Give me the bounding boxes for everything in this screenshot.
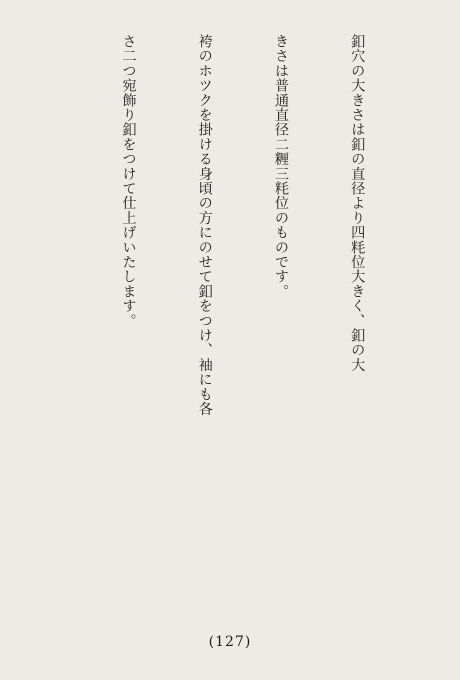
page-body [30,34,420,624]
text-column: 釦穴の大きさは釦の直径より四粍位大きく、釦の大 [349,34,366,373]
column-gap [39,34,64,624]
text-column: さ二つ宛飾り釦をつけて仕上げいたします。 [120,34,137,328]
text-column: 袴のホツクを掛ける身頃の方にのせて釦をつけ、袖にも各 [196,34,213,417]
text-column: きさは普通直径二糎三粍位のものです。 [272,34,289,299]
page-number: (127) [208,634,252,650]
